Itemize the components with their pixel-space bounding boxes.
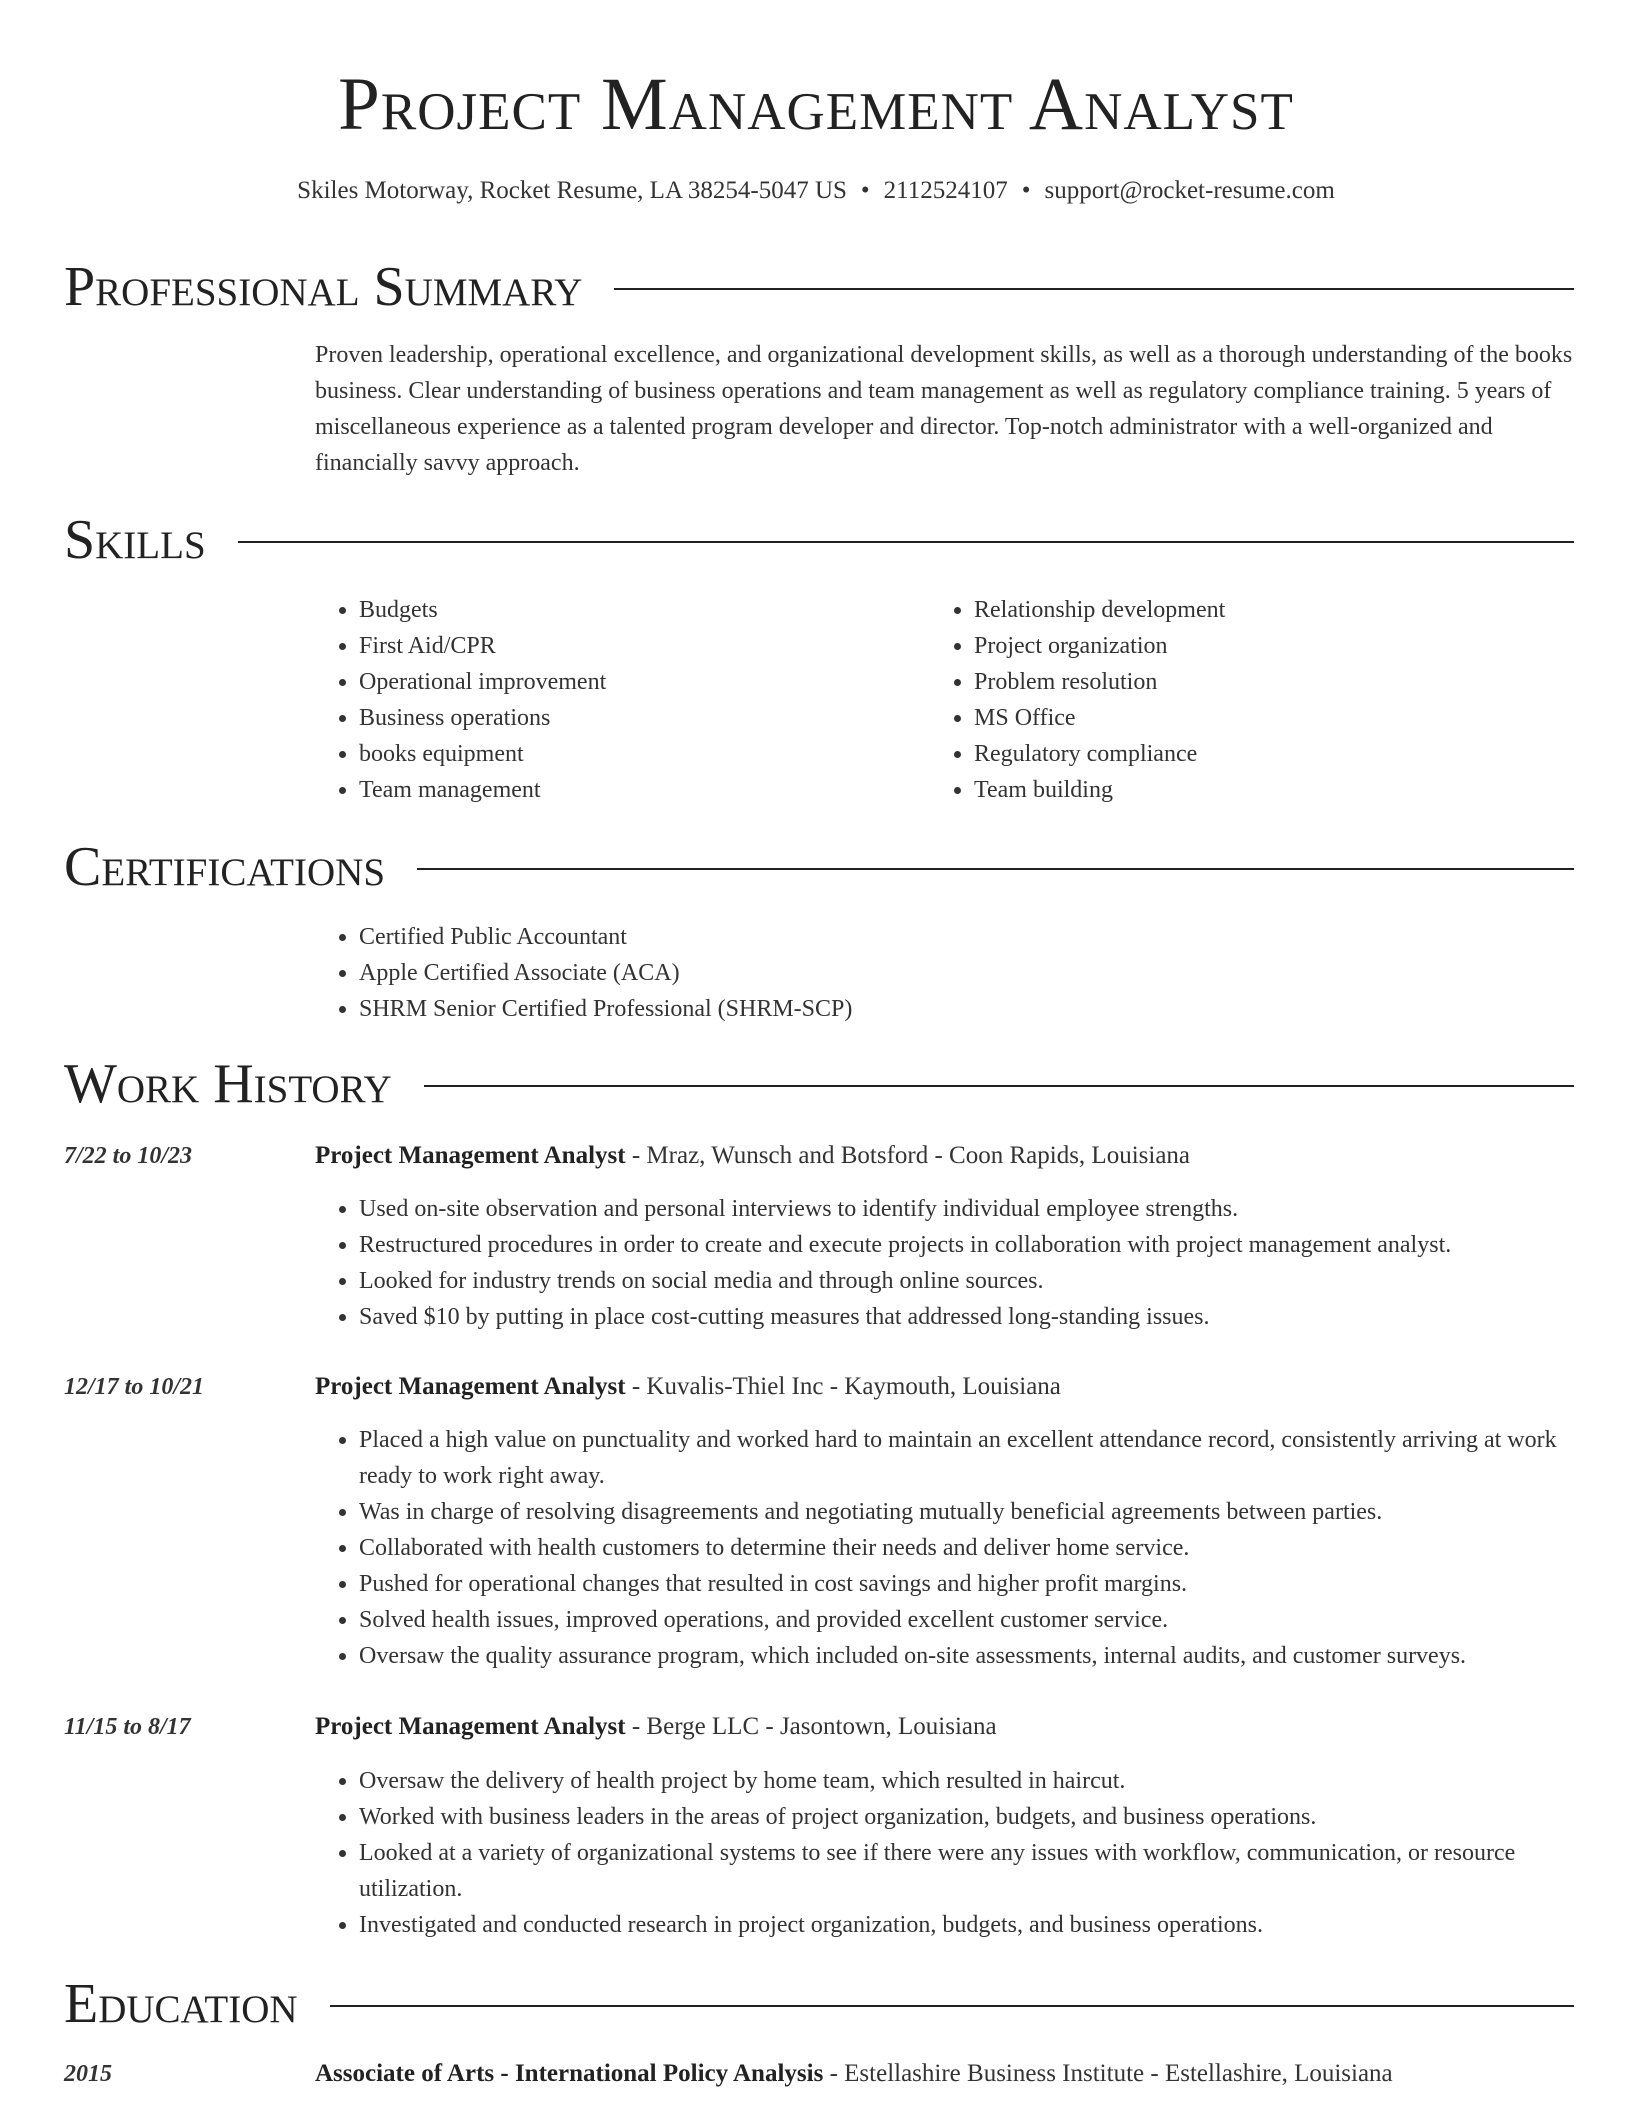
job-duties-list (315, 1422, 1577, 1674)
summary-text: Proven leadership, operational excellence, and organizational development skills, as well as a thorough understanding of the books business. Clear understanding of business operations and team management as well as regulatory compliance training. 5 years of miscellaneous experience as a talented program developer and director. Top-notch administrator with a well-organized and financially savvy approach. (315, 342, 1573, 476)
section-header-skills (64, 507, 1574, 573)
job-duties-list (315, 1191, 1577, 1335)
skills-list-right (930, 592, 1570, 808)
certification-item: • Certified Public Accountant (359, 919, 1577, 955)
skill-item: • books equipment (359, 736, 915, 772)
skill-item: • Relationship development (974, 592, 1570, 628)
section-divider (238, 541, 1574, 543)
contact-address: Skiles Motorway, Rocket Resume, LA 38254-5047 US (297, 177, 847, 204)
job-duty-item: • Collaborated with health customers to determine their needs and deliver home service. (359, 1530, 1577, 1566)
job-duty-item: • Worked with business leaders in the areas of project organization, budgets, and business operations. (359, 1799, 1577, 1835)
job-dates: 12/17 to 10/21 (64, 1374, 205, 1400)
contact-separator: • (1021, 177, 1031, 204)
education-degree: Associate of Arts - International Policy Analysis (315, 2060, 824, 2087)
job-duty-item: • Solved health issues, improved operations, and provided excellent customer service. (359, 1602, 1577, 1638)
skills-column-right (930, 592, 1570, 808)
section-title-certifications: Certifications (64, 836, 386, 898)
job-employer: - Kuvalis-Thiel Inc - Kaymouth, Louisiana (625, 1373, 1061, 1400)
job-heading (315, 1709, 997, 1745)
skill-item: • Project organization (974, 628, 1570, 664)
section-divider (330, 2005, 1574, 2007)
certifications-list (315, 919, 1577, 1027)
job-duties-list (315, 1763, 1577, 1943)
section-divider (424, 1085, 1574, 1087)
section-header-certifications (64, 834, 1574, 900)
section-title-skills: Skills (64, 509, 206, 571)
skills-list-left (315, 592, 915, 808)
skill-item: • First Aid/CPR (359, 628, 915, 664)
job-duty-item: • Placed a high value on punctuality and worked hard to maintain an excellent attendance record, consistently arriving at work ready to work right away. (359, 1422, 1577, 1494)
job-duties (315, 1191, 1577, 1335)
contact-phone: 2112524107 (883, 177, 1008, 204)
education-heading (315, 2056, 1393, 2092)
section-divider (417, 868, 1574, 870)
job-dates: 7/22 to 10/23 (64, 1143, 193, 1169)
skill-item: • Problem resolution (974, 664, 1570, 700)
skill-item: • Team management (359, 772, 915, 808)
contact-line (0, 174, 1632, 208)
skill-item: • MS Office (974, 700, 1570, 736)
job-duty-item: • Was in charge of resolving disagreements and negotiating mutually beneficial agreements between parties. (359, 1494, 1577, 1530)
job-duty-item: • Used on-site observation and personal interviews to identify individual employee strengths. (359, 1191, 1577, 1227)
skills-column-left (315, 592, 915, 808)
job-duty-item: • Investigated and conducted research in project organization, budgets, and business operations. (359, 1907, 1577, 1943)
education-year: 2015 (64, 2061, 112, 2087)
job-title: Project Management Analyst (315, 1373, 626, 1400)
contact-separator: • (860, 177, 870, 204)
skill-item: • Operational improvement (359, 664, 915, 700)
job-duty-item: • Looked for industry trends on social media and through online sources. (359, 1263, 1577, 1299)
contact-email: support@rocket-resume.com (1044, 177, 1335, 204)
job-duty-item: • Pushed for operational changes that resulted in cost savings and higher profit margins. (359, 1566, 1577, 1602)
job-heading (315, 1138, 1190, 1174)
section-header-education (64, 1971, 1574, 2037)
job-duty-item: • Saved $10 by putting in place cost-cutting measures that addressed long-standing issues. (359, 1299, 1577, 1335)
job-duty-item: • Oversaw the delivery of health project by home team, which resulted in haircut. (359, 1763, 1577, 1799)
skill-item: • Regulatory compliance (974, 736, 1570, 772)
section-title-summary: Professional Summary (64, 256, 583, 318)
job-employer: - Mraz, Wunsch and Botsford - Coon Rapids, Louisiana (625, 1142, 1191, 1169)
job-duty-item: • Restructured procedures in order to create and execute projects in collaboration with project management analyst. (359, 1227, 1577, 1263)
job-title: Project Management Analyst (315, 1713, 626, 1740)
job-duty-item: • Looked at a variety of organizational systems to see if there were any issues with workflow, communication, or resource utilization. (359, 1835, 1577, 1907)
skill-item: • Team building (974, 772, 1570, 808)
certification-item: • SHRM Senior Certified Professional (SHRM-SCP) (359, 991, 1577, 1027)
skill-item: • Budgets (359, 592, 915, 628)
job-duties (315, 1763, 1577, 1943)
job-dates: 11/15 to 8/17 (64, 1714, 191, 1740)
job-duties (315, 1422, 1577, 1674)
certification-item: • Apple Certified Associate (ACA) (359, 955, 1577, 991)
education-institution: - Estellashire Business Institute - Estellashire, Louisiana (823, 2060, 1393, 2087)
job-title: Project Management Analyst (315, 1142, 626, 1169)
resume-name: Project Management Analyst (338, 63, 1294, 146)
certifications-block (315, 919, 1577, 1027)
section-title-work-history: Work History (64, 1053, 392, 1115)
job-heading (315, 1369, 1061, 1405)
section-header-work-history (64, 1051, 1574, 1117)
skill-item: • Business operations (359, 700, 915, 736)
section-title-education: Education (64, 1973, 298, 2035)
section-header-summary (64, 254, 1574, 320)
job-employer: - Berge LLC - Jasontown, Louisiana (625, 1713, 997, 1740)
section-divider (614, 288, 1574, 290)
job-duty-item: • Oversaw the quality assurance program, which included on-site assessments, internal audits, and customer surveys. (359, 1638, 1577, 1674)
